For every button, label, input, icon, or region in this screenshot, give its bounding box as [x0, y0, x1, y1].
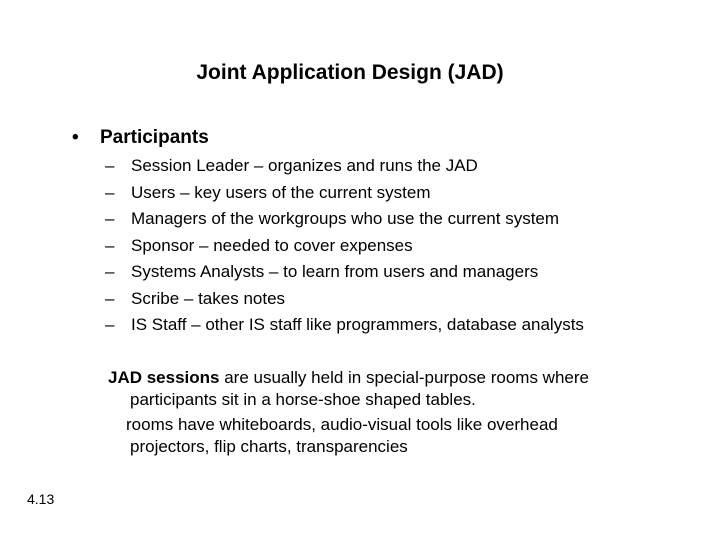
dash-icon: – [105, 182, 115, 202]
list-item [105, 206, 584, 233]
dash-icon: – [105, 288, 115, 308]
list-item-text: Users – key users of the current system [131, 182, 431, 202]
list-item-text: Managers of the workgroups who use the current system [131, 209, 560, 228]
paragraph-text: are usually held in special-purpose rooms where [219, 368, 589, 387]
list-item-text: IS Staff – other IS staff like programmers, database analysts [131, 315, 584, 334]
list-item [105, 180, 584, 207]
bullet-participants [72, 124, 209, 152]
paragraph-line: participants sit in a horse-shoe shaped tables. [130, 390, 476, 409]
dash-icon: – [105, 209, 115, 228]
dash-icon: – [105, 262, 115, 281]
paragraph-line: rooms have whiteboards, audio-visual tools like overhead [126, 415, 558, 434]
bullet-label: Participants [100, 127, 209, 148]
paragraph-line [108, 367, 668, 389]
rooms-paragraph [126, 414, 686, 458]
list-item [105, 153, 584, 180]
list-item [105, 259, 584, 286]
participants-list [105, 153, 584, 339]
dash-icon: – [105, 156, 115, 175]
dash-icon: – [105, 315, 115, 334]
paragraph-bold-term: JAD sessions [108, 368, 220, 387]
list-item [105, 286, 584, 313]
paragraph-line: projectors, flip charts, transparencies [130, 437, 408, 456]
slide-title: Joint Application Design (JAD) [196, 61, 504, 84]
slide-number: 4.13 [27, 491, 55, 507]
list-item-text: Sponsor – needed to cover expenses [131, 235, 413, 255]
bullet-icon: • [72, 127, 79, 148]
list-item [105, 233, 584, 260]
jad-sessions-paragraph [108, 367, 668, 411]
list-item-text: Scribe – takes notes [131, 288, 286, 308]
dash-icon: – [105, 235, 115, 255]
list-item-text: Session Leader – organizes and runs the JAD [131, 156, 478, 175]
list-item [105, 312, 584, 339]
list-item-text: Systems Analysts – to learn from users and managers [131, 262, 539, 281]
